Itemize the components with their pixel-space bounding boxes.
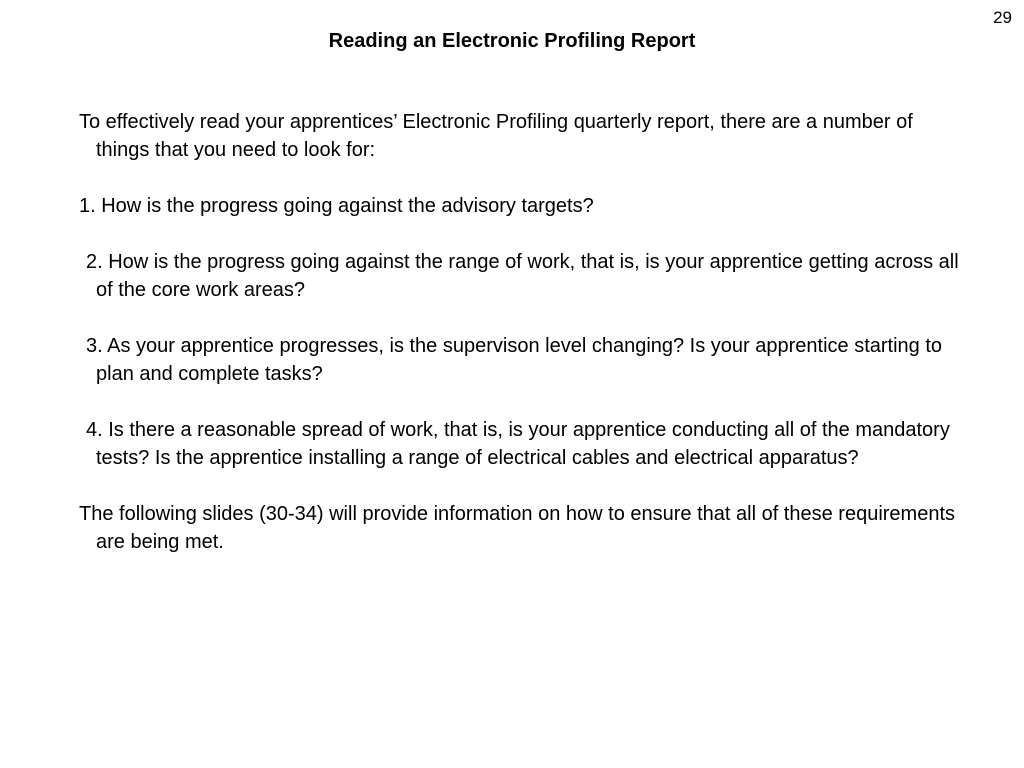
- closing-paragraph: The following slides (30-34) will provide information on how to ensure that all of these requirements are being met.: [79, 503, 956, 553]
- list-item-3: 3. As your apprentice progresses, is the supervison level changing? Is your apprentice starting to plan and complete tasks?: [86, 335, 943, 385]
- list-item-2: 2. How is the progress going against the range of work, that is, is your apprentice getting across all of the core work areas?: [86, 251, 959, 301]
- intro-paragraph: To effectively read your apprentices’ Electronic Profiling quarterly report, there are a number of things that you need to look for:: [79, 111, 913, 161]
- list-item-4: 4. Is there a reasonable spread of work, that is, is your apprentice conducting all of the mandatory tests? Is the apprentice installing a range of electrical cables and electrical apparatus?: [86, 419, 950, 469]
- page-number: 29: [993, 8, 1012, 27]
- list-item-1: 1. How is the progress going against the advisory targets?: [79, 195, 594, 217]
- slide-title: Reading an Electronic Profiling Report: [328, 30, 696, 52]
- slide-body: [79, 108, 959, 584]
